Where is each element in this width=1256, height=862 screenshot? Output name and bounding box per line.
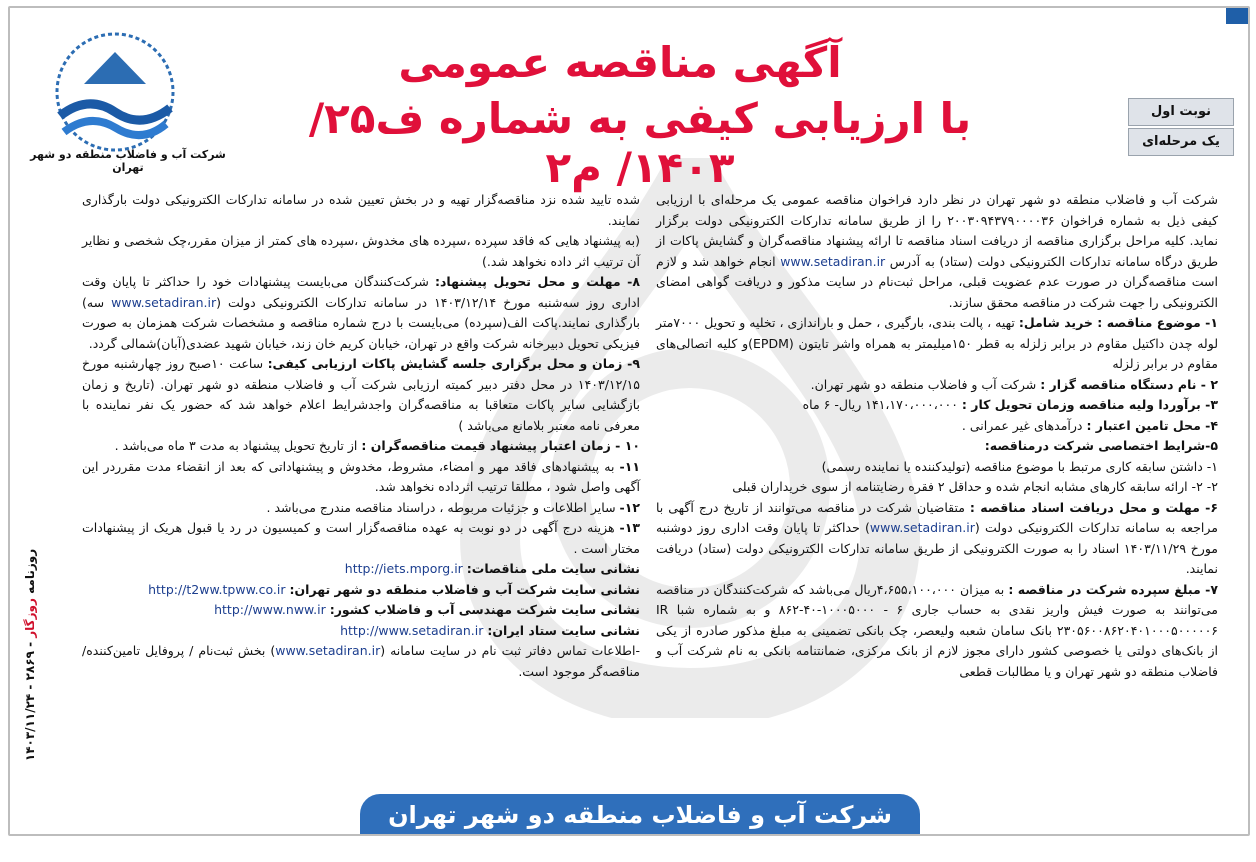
site-link[interactable]: http://t2ww.tpww.co.ir: [148, 581, 286, 597]
item-2-label: ۲ - نام دستگاه مناقصه گزار :: [1040, 376, 1218, 392]
deposit-note: (به پیشنهاد هایی که فاقد سپرده ،سپرده های مخدوش ،سپرده های کمتر از میزان مقرر،چک شخصی و نظایر آن ترتیب اثر داده نخواهد شد.): [82, 233, 640, 269]
site-link[interactable]: http://www.nww.ir: [214, 602, 326, 617]
site-label: نشانی سایت شرکت آب و فاضلاب منطقه دو شهر تهران:: [289, 581, 640, 597]
item-6-link[interactable]: www.setadiran.ir: [869, 520, 975, 535]
corner-mark: [1226, 8, 1248, 24]
item-8: [82, 272, 640, 354]
item-9-text: ساعت ۱۰صبح روز چهارشنبه مورخ ۱۴۰۳/۱۲/۱۵ در محل دفتر دبیر کمیته ارزیابی شرکت آب و فاضلاب منطقه دو شهر تهران. (تاریخ و زمان بازگشایی سایر پاکات متعاقبا به مناقصه‌گران واجدشرایط اعلام خواهد شد که حضور یک نفر نماینده با معرفی نامه معتبر بلامانع می‌باشد ): [82, 356, 640, 433]
stage-badge-one-step: یک مرحله‌ای: [1128, 128, 1234, 156]
newspaper-sidebar: [20, 528, 40, 788]
item-12-label: ۱۲-: [619, 499, 640, 515]
page-title: آگهی مناقصه عمومی: [398, 38, 842, 87]
item-7: [656, 580, 1218, 683]
item-12: [82, 498, 640, 519]
intro-text: شرکت آب و فاضلاب منطقه دو شهر تهران در نظر دارد فراخوان مناقصه عمومی یک مرحله‌ای با ارزیابی کیفی ذیل به شماره فراخوان ۲۰۰۳۰۹۴۳۷۹۰۰۰۰۳۶ را از طریق سامانه تدارکات الکترونیکی دولت برگزار نماید. کلیه مراحل برگزاری مناقصه از دریافت اسناد مناقصه تا ارائه پیشنهاد مناقصه‌گران و گشایش پاکات از طریق درگاه سامانه تدارکات الکترونیکی دولت (ستاد) به آدرس: [656, 192, 1219, 269]
item-12-text: سایر اطلاعات و جزئیات مربوطه ، دراسناد مناقصه مندرج می‌باشد .: [266, 499, 616, 515]
item-10-text: از تاریخ تحویل پیشنهاد به مدت ۳ ماه می‌باشد .: [114, 438, 358, 453]
deposit-continued: شده تایید شده نزد مناقصه‌گزار تهیه و در بخش تعیین شده در سامانه تدارکات الکترونیکی دولت بارگذاری نمایند.: [82, 192, 640, 228]
item-8-label: ۸- مهلت و محل تحویل پیشنهاد:: [435, 274, 640, 289]
left-column: [82, 190, 640, 682]
intro-text-cont: انجام خواهد شد و لازم است مناقصه‌گران در صورت عدم عضویت قبلی، مراحل ثبت‌نام در سایت مذکور و دریافت گواهی امضای الکترونیکی را جهت شرکت در مناقصه محقق سازند.: [656, 253, 1218, 310]
item-1-text: تهیه ، پالت بندی، بارگیری ، حمل و باراندازی ، تخلیه و تحویل ۷۰۰۰متر لوله چدن داکتیل مقاوم در برابر زلزله به قطر ۱۵۰میلیمتر به همراه واشر تایتون (EPDM)و کلیه اتصالی‌های مقاوم در برابر زلزله: [656, 315, 1219, 371]
item-7-label: ۷- مبلغ سپرده شرکت در مناقصه :: [1008, 581, 1218, 597]
item-13-text: هزینه درج آگهی در دو نوبت به عهده مناقصه‌گزار است و کمیسیون در رد یا قبول هریک از پیشنهادات مختار است .: [82, 520, 640, 556]
stage-badge-first: نوبت اول: [1128, 98, 1234, 126]
tender-number-title: با ارزیابی کیفی به شماره ف۲۵/ ۱۴۰۳/ م۲: [308, 94, 972, 192]
site-label: نشانی سایت ملی مناقصات:: [466, 561, 640, 576]
site-link[interactable]: http://www.setadiran.ir: [340, 622, 484, 638]
item-11-label: ۱۱-: [619, 458, 641, 474]
item-2: [656, 375, 1218, 396]
item-13-label: ۱۳-: [619, 520, 640, 535]
site-label: نشانی سایت ستاد ایران:: [487, 622, 640, 638]
item-4-label: ۴- محل تامین اعتبار :: [1086, 417, 1218, 433]
item-5: [656, 436, 1218, 457]
newspaper-info: [23, 525, 37, 785]
item-6-text: متقاضیان شرکت در مناقصه می‌توانند از تاریخ درج آگهی با مراجعه به سامانه تدارکات الکترونیکی دولت (: [656, 499, 1218, 535]
item-6-label: ۶- مهلت و محل دریافت اسناد مناقصه :: [969, 499, 1218, 515]
site-label: نشانی سایت شرکت مهندسی آب و فاضلاب کشور:: [329, 602, 640, 617]
intro-paragraph: [656, 190, 1218, 313]
item-6-text-cont: ) حداکثر تا پایان وقت اداری روز دوشنبه مورخ ۱۴۰۳/۱۱/۲۹ اسناد را به صورت الکترونیکی از طریق سامانه تدارکات الکترونیکی دولت (ستاد) دریافت نمایند.: [656, 520, 1218, 576]
item-6: [656, 498, 1218, 580]
item-8-text: شرکت‌کنندگان می‌بایست پیشنهادات خود را حداکثر تا پایان وقت اداری روز سه‌شنبه مورخ ۱۴۰۳/۱۲/۱۴ در سامانه تدارکات الکترونیکی دولت (: [82, 274, 641, 310]
contact-text-cont: ) بخش ثبت‌نام / پروفایل تامین‌کننده/ مناقصه‌گر موجود است.: [82, 643, 640, 679]
item-7-text: به میزان ۴،۶۵۵،۱۰۰،۰۰۰ریال می‌باشد که شرکت‌کنندگان در مناقصه می‌توانند به صورت فیش واریز نقدی به حساب جاری ۶ - ۱۰۰۰۵۰۰۰-۴۰-۸۶۲ و به شماره شبا IR ۲۳۰۵۶۰۰۸۶۲۰۴۰۱۰۰۰۵۰۰۰۰۰۶ بانک سامان شعبه ولیعصر، چک بانکی تضمینی به مبلغ مذکور صادره از یکی از بانک‌های دولتی یا خصوصی کشور دارای مجوز لازم از بانک مرکزی، ضمانتنامه بانکی به نام شرکت آب و فاضلاب منطقه دو شهر تهران و یا مطالبات قطعی: [656, 581, 1218, 679]
contact-info: [82, 641, 640, 682]
contact-text: -اطلاعات تماس دفاتر ثبت نام در سایت سامانه (: [380, 643, 640, 658]
item-4-text: درآمدهای غیر عمرانی .: [961, 417, 1083, 433]
item-5-sub-1: ۱- داشتن سابقه کاری مرتبط با موضوع مناقصه (تولیدکننده یا نماینده رسمی): [821, 458, 1218, 474]
item-11-text: به پیشنهادهای فاقد مهر و امضاء، مشروط، مخدوش و پیشنهاداتی که بعد از انقضاء مدت مقرردر این آگهی واصل شود ، مطلقا ترتیب اثرداده نخواهد شد.: [82, 458, 640, 494]
item-10: [82, 436, 640, 457]
item-4: [656, 416, 1218, 437]
item-11: [82, 457, 640, 498]
site-link[interactable]: http://iets.mporg.ir: [344, 561, 463, 576]
item-8-link[interactable]: www.setadiran.ir: [111, 294, 217, 310]
item-1-label: ۱- موضوع مناقصه : خرید شامل:: [1018, 315, 1218, 330]
right-column: [656, 190, 1218, 682]
item-8-text-cont: سه) بارگذاری نمایند.پاکت الف(سپرده) می‌بایست با درج شماره مناقصه و مشخصات شرکت همزمان به صورت فیزیکی تحویل دبیرخانه شرکت واقع در تهران، خیابان کریم خان زند، خیابان شهید عضدی(آبان)شمالی گردد.: [82, 294, 640, 351]
setad-link[interactable]: www.setadiran.ir: [780, 253, 886, 269]
logo-caption: شرکت آب و فاضلاب منطقه دو شهر تهران: [30, 148, 226, 174]
item-5-sub-2: ۲- ۲- ارائه سابقه کارهای مشابه انجام شده و حداقل ۲ فقره رضایتنامه از سوی خریداران قبلی: [732, 479, 1218, 494]
newspaper-name: روزگار: [23, 598, 37, 638]
item-5-label: ۵-شرایط اختصاصی شرکت درمناقصه:: [984, 438, 1218, 453]
item-9-label: ۹- زمان و محل برگزاری جلسه گشایش پاکات ارزیابی کیفی:: [267, 356, 640, 371]
item-3: [656, 395, 1218, 416]
advertisement-frame: [8, 6, 1250, 836]
item-3-label: ۳- برآوردا ولیه مناقصه وزمان تحویل کار :: [961, 397, 1218, 412]
item-13: [82, 518, 640, 559]
item-3-text: ۱۴۱،۱۷۰،۰۰۰،۰۰۰ ریال- ۶ ماه: [802, 397, 958, 412]
newspaper-issue: - ۲۸۶۹ - ۱۴۰۳/۱۱/۲۴: [23, 641, 37, 762]
item-2-text: شرکت آب و فاضلاب منطقه دو شهر تهران.: [810, 376, 1037, 392]
footer-banner: شرکت آب و فاضلاب منطقه دو شهر تهران: [360, 794, 920, 836]
item-10-label: ۱۰ - زمان اعتبار پیشنهاد قیمت مناقصه‌گران :: [361, 438, 640, 453]
item-1: [656, 313, 1218, 375]
site-row-tpww: [82, 580, 640, 601]
item-9: [82, 354, 640, 436]
newspaper-word: روزنامه: [23, 548, 37, 594]
site-row-setad: [82, 621, 640, 642]
site-row-nww: [82, 600, 640, 621]
site-row-iets: [82, 559, 640, 580]
contact-link[interactable]: www.setadiran.ir: [275, 643, 381, 658]
